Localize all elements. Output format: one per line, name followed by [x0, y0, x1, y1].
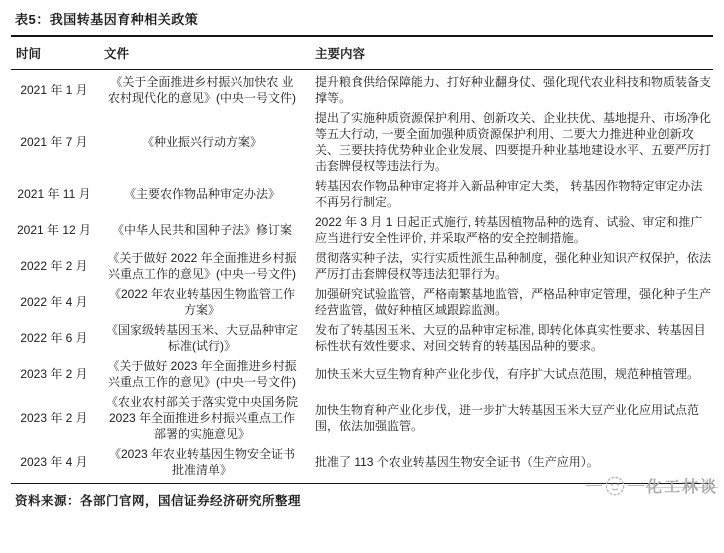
- table-row: [11, 108, 713, 176]
- date-cell: 2021 年 12 月: [16, 223, 92, 237]
- column-header-time: 时间: [16, 47, 42, 61]
- column-header-main-content: 主要内容: [315, 47, 366, 61]
- document-cell: 《主要农作物品种审定办法》: [123, 187, 280, 201]
- document-cell: 《中华人民共和国种子法》修订案: [111, 223, 292, 237]
- watermark-text: 化工林谈: [645, 479, 718, 496]
- date-cell: 2022 年 2 月: [20, 259, 88, 273]
- watermark-dash-line: [586, 485, 602, 487]
- table-row: [11, 212, 713, 248]
- table-row: [11, 248, 713, 284]
- document-cell: 《关于做好 2022 年全面推进乡村振兴重点工作的意见》(中央一号文件): [107, 251, 297, 281]
- date-cell: 2022 年 6 月: [20, 331, 88, 345]
- page-title: 表5：我国转基因育种相关政策: [15, 12, 199, 27]
- date-cell: 2021 年 11 月: [17, 187, 91, 201]
- date-cell: 2022 年 4 月: [20, 295, 88, 309]
- table-header-row: [11, 37, 713, 70]
- date-cell: 2021 年 7 月: [20, 135, 88, 149]
- table-row: [11, 72, 713, 108]
- table-row: [11, 176, 713, 212]
- content-cell: 转基因农作物品种审定将并入新品种审定大类， 转基因作物特定审定办法不再另行制定。: [315, 179, 703, 209]
- content-cell: 贯彻落实种子法，实行实质性派生品种制度，强化种业知识产权保护，依法严厉打击套牌侵权等违法犯罪行为。: [315, 251, 712, 281]
- date-cell: 2023 年 2 月: [20, 411, 88, 425]
- content-cell: 提升粮食供给保障能力、打好种业翻身仗、强化现代农业科技和物质装备支撑等。: [315, 75, 712, 105]
- content-cell: 加快玉米大豆生物育种产业化步伐，有序扩大试点范围，规范种植管理。: [315, 367, 700, 381]
- table-body: [11, 70, 713, 483]
- table-row: [11, 284, 713, 320]
- date-cell: 2021 年 1 月: [20, 83, 88, 97]
- policy-table: [11, 35, 713, 484]
- content-cell: 提出了实施种质资源保护利用、创新攻关、企业扶优、基地提升、市场净化等五大行动, 一要全面加强种质资源保护利用、二要大力推进种业创新攻关、三要扶持优势种业企业发展、四要提升种业基地建设水平、五要严厉打击套牌侵权等违法行为。: [315, 111, 712, 173]
- table-row: [11, 320, 713, 356]
- content-cell: 2022 年 3 月 1 日起正式施行, 转基因植物品种的选育、试验、审定和推广应当进行安全性评价, 并采取严格的安全控制措施。: [315, 215, 703, 245]
- source-note: 资料来源：各部门官网，国信证券经济研究所整理: [15, 494, 302, 508]
- content-cell: 加强研究试验监管，严格南繁基地监管，严格品种审定管理，强化种子生产经营监管，做好种植区域跟踪监测。: [315, 287, 712, 317]
- document-cell: 《国家级转基因玉米、大豆品种审定标准(试行)》: [105, 323, 298, 353]
- content-cell: 发布了转基因玉米、大豆的品种审定标准, 即转化体真实性要求、转基因目标性状有效性要求、对回交转育的转基因品种的要求。: [315, 323, 706, 353]
- column-header-document: 文件: [104, 47, 130, 61]
- table-row: [11, 356, 713, 392]
- watermark: [586, 474, 718, 497]
- content-cell: 批准了 113 个农业转基因生物安全证书（生产应用）。: [315, 455, 599, 469]
- watermark-panda-logo-icon: [604, 475, 626, 497]
- document-cell: 《关于做好 2023 年全面推进乡村振兴重点工作的意见》(中央一号文件): [107, 359, 297, 389]
- document-cell: 《2023 年农业转基因生物安全证书批准清单》: [108, 447, 296, 477]
- date-cell: 2023 年 2 月: [20, 367, 88, 381]
- document-cell: 《关于全面推进乡村振兴加快农 业农村现代化的意见》(中央一号文件): [108, 75, 296, 105]
- content-cell: 加快生物育种产业化步伐，进一步扩大转基因玉米大豆产业化应用试点范围，依法加强监管。: [315, 403, 700, 433]
- document-cell: 《农业农村部关于落实党中央国务院 2023 年全面推进乡村振兴重点工作部署的实施意见》: [105, 395, 298, 441]
- document-cell: 《种业振兴行动方案》: [141, 135, 262, 149]
- watermark-dash-line: [628, 485, 644, 487]
- date-cell: 2023 年 4 月: [20, 455, 88, 469]
- document-cell: 《2022 年农业转基因生物监管工作方案》: [108, 287, 296, 317]
- table-row: [11, 392, 713, 444]
